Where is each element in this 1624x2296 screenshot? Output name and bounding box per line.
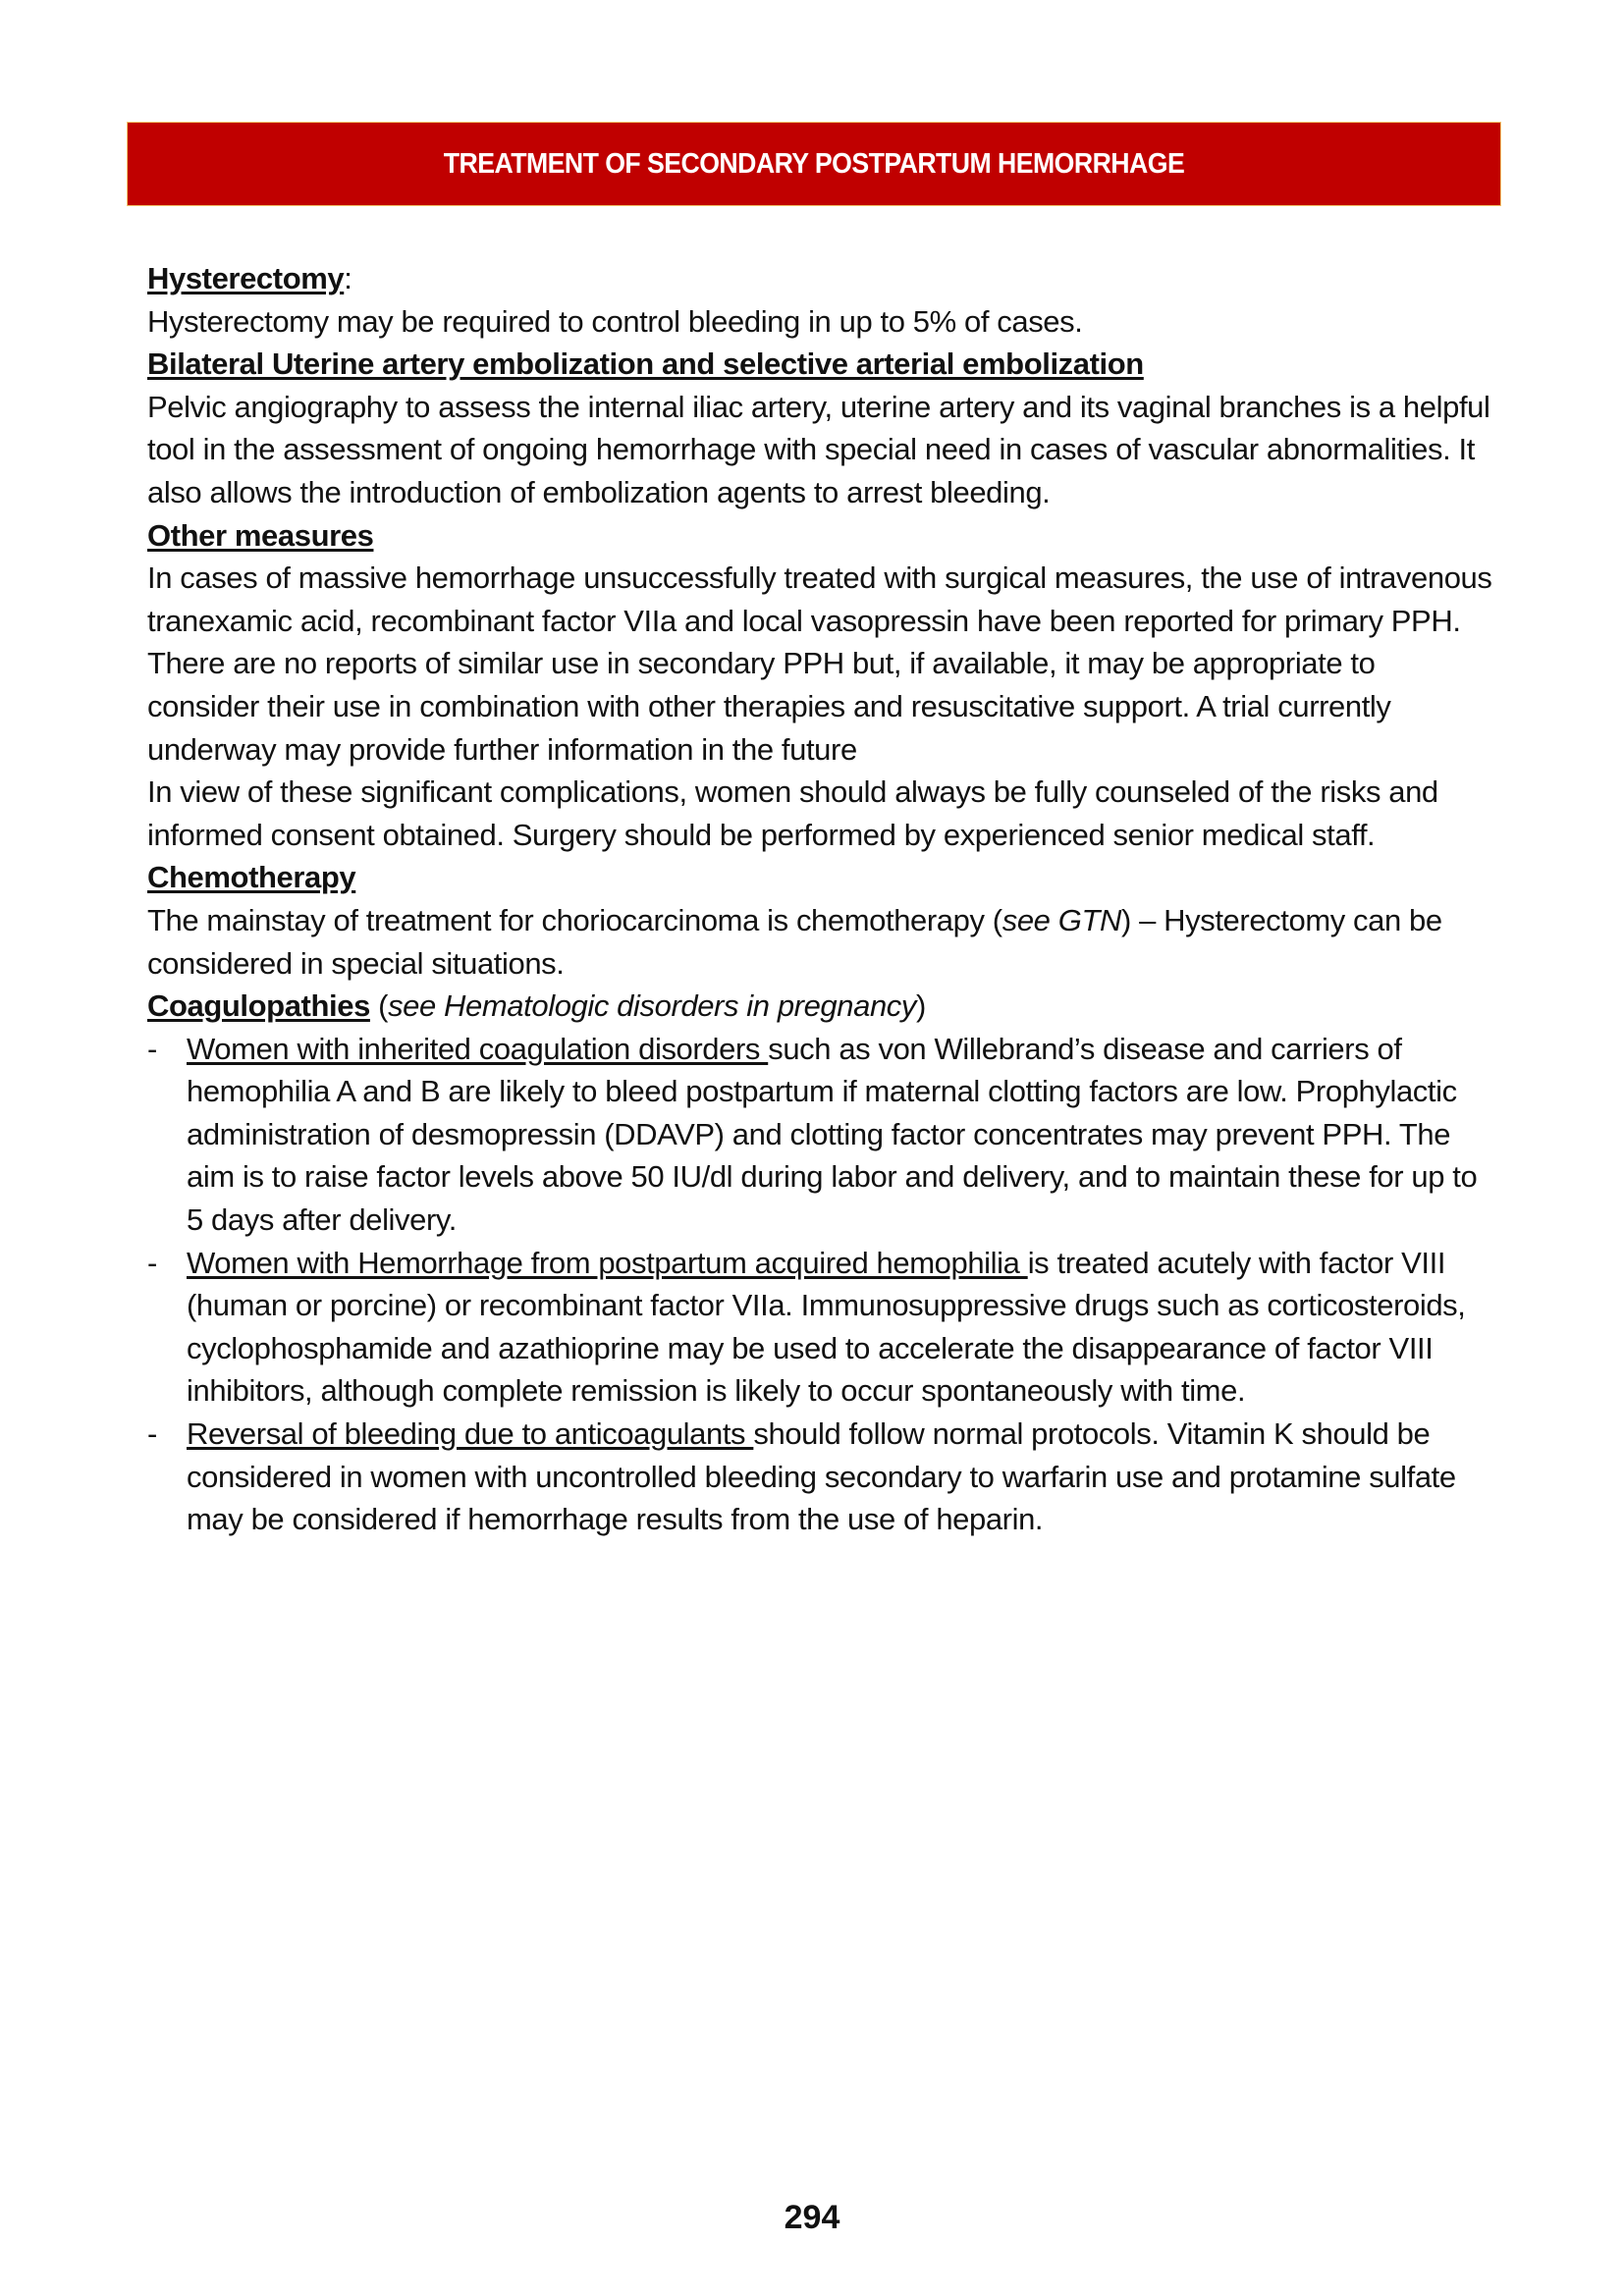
- dash-bullet: -: [147, 1031, 157, 1066]
- counseling-text: In view of these significant complications, women should always be fully counseled of the risks and informed consent obtained. Surgery should be performed by experienced senior medical staff.: [147, 774, 1438, 852]
- hysterectomy-text: Hysterectomy may be required to control bleeding in up to 5% of cases.: [147, 303, 1083, 339]
- list-item: [147, 1028, 1492, 1242]
- other-measures-text: In cases of massive hemorrhage unsuccessfully treated with surgical measures, the use of intravenous tranexamic acid, recombinant factor VIIa and local vasopressin have been reported for primary PPH. There are no reports of similar use in secondary PPH but, if available, it may be appropriate to consider their use in combination with other therapies and resuscitative support. A trial currently underway may provide further information in the future: [147, 561, 1492, 767]
- dash-bullet: -: [147, 1245, 157, 1280]
- dash-bullet: -: [147, 1416, 157, 1452]
- other-measures-heading: Other measures: [147, 517, 374, 553]
- gtn-reference: see GTN: [1001, 902, 1121, 937]
- list-item-text: is treated acutely with factor VIII (human or porcine) or recombinant factor VIIa. Immunosuppressive drugs such as corticosteroids, cyclophosphamide and azathioprine may be used to accelerate the disappearance of factor VIII inhibitors, although complete remission is likely to occur spontaneously with time.: [187, 1245, 1466, 1409]
- coagulopathies-heading: Coagulopathies: [147, 988, 370, 1024]
- chemotherapy-text-post: ) – Hysterectomy can be considered in special situations.: [147, 902, 1442, 981]
- page-title: TREATMENT OF SECONDARY POSTPARTUM HEMORRHAGE: [443, 147, 1185, 180]
- chemotherapy-text-pre: The mainstay of treatment for choriocarcinoma is chemotherapy (: [147, 902, 1002, 937]
- coag-note-post: ): [916, 988, 926, 1024]
- title-banner: [127, 122, 1501, 206]
- page-number: 294: [784, 2199, 840, 2236]
- hysterectomy-heading: Hysterectomy: [147, 261, 345, 295]
- document-body: [147, 257, 1492, 1541]
- list-item: [147, 1242, 1492, 1413]
- hematologic-reference: see Hematologic disorders in pregnancy: [388, 988, 916, 1024]
- list-item-underlined: Women with Hemorrhage from postpartum acquired hemophilia: [187, 1245, 1028, 1280]
- list-item-text: such as von Willebrand’s disease and carriers of hemophilia A and B are likely to bleed postpartum if maternal clotting factors are low. Prophylactic administration of desmopressin (DDAVP) and clotting factor concentrates may prevent PPH. The aim is to raise factor levels above 50 IU/dl during labor and delivery, and to maintain these for up to 5 days after delivery.: [187, 1031, 1478, 1238]
- chemotherapy-text: [147, 899, 1492, 985]
- embolization-text: Pelvic angiography to assess the internal iliac artery, uterine artery and its vaginal branches is a helpful tool in the assessment of ongoing hemorrhage with special need in cases of vascular abnormalities. It also allows the introduction of embolization agents to arrest bleeding.: [147, 389, 1490, 509]
- embolization-heading: Bilateral Uterine artery embolization and selective arterial embolization: [147, 347, 1144, 382]
- hysterectomy-heading-line: [147, 257, 1492, 300]
- coagulopathies-heading-line: [147, 985, 1492, 1028]
- list-item-underlined: Women with inherited coagulation disorders: [187, 1031, 769, 1066]
- list-item: [147, 1413, 1492, 1541]
- list-item-underlined: Reversal of bleeding due to anticoagulants: [187, 1416, 754, 1452]
- chemotherapy-heading: Chemotherapy: [147, 860, 356, 895]
- coag-note-pre: (: [369, 988, 389, 1024]
- list-item-text: should follow normal protocols. Vitamin K should be considered in women with uncontrolled bleeding secondary to warfarin use and protamine sulfate may be considered if hemorrhage results from the use of heparin.: [187, 1416, 1456, 1537]
- coagulopathies-list: [147, 1028, 1492, 1541]
- heading-colon: :: [344, 261, 352, 295]
